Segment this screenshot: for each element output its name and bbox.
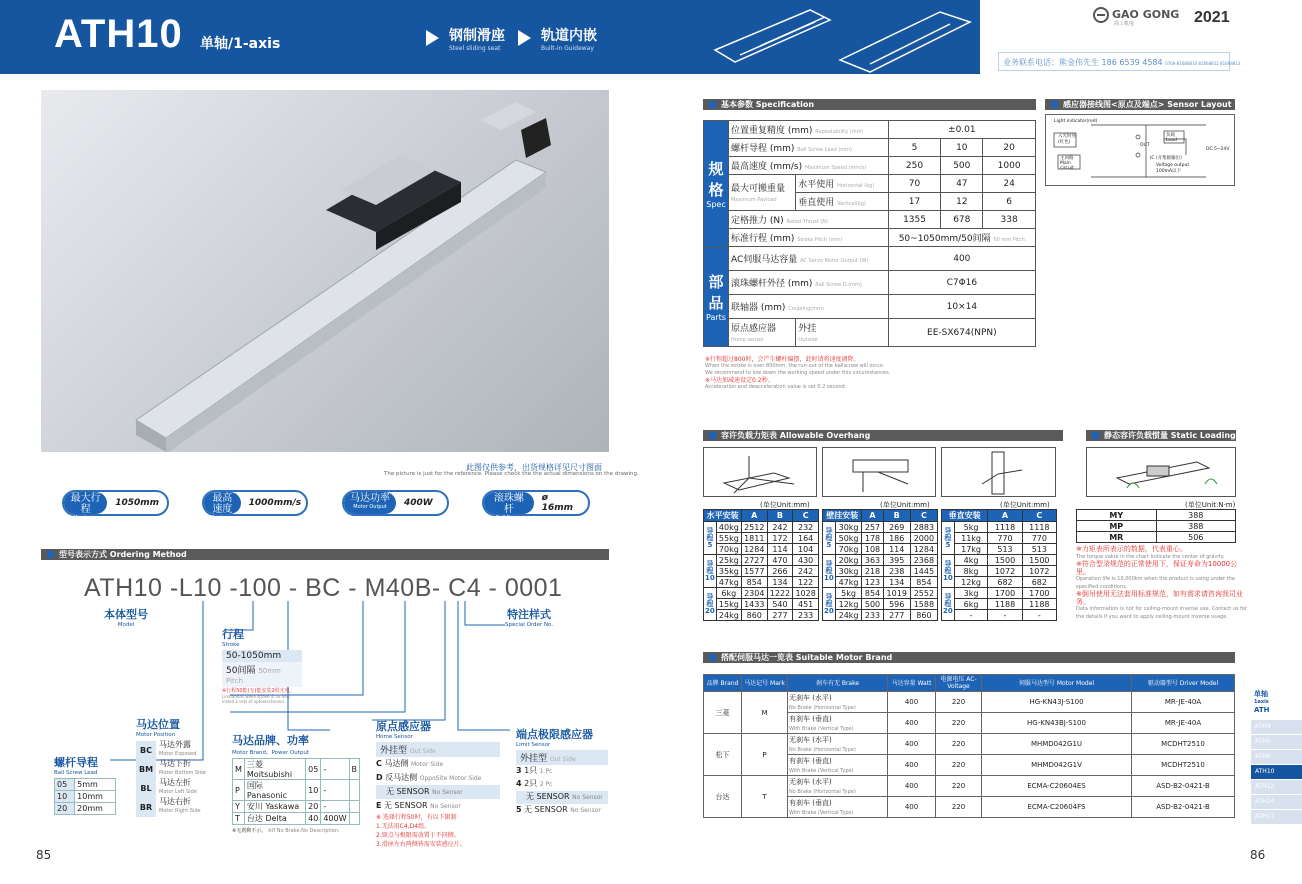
moment-diagram — [1086, 447, 1236, 497]
moment-notes: ※力矩表所表示的数据，代表重心。 The torque value in the chart indicate the center of gravity. ※符合型录规范的正常使用下，保证寿命为10000公里。 Operation life is 10,000km when the product is using under the specified conditions. ※倒吊使用无法套用标准规范，如有需求请咨询我司业务。 Data information is not for ceiling-mount inverse use. Contact us for the details if you want to apply ceiling-mount inverse usage. — [1076, 545, 1247, 620]
page-number-right: 86 — [1250, 848, 1266, 862]
table-row: 50kg 178 186 2000 — [823, 533, 938, 544]
table-row: 导程10 20kg 363 395 2368 — [823, 555, 938, 566]
label-model: 本体型号 Model — [104, 608, 148, 628]
sidebar-tab-ath5[interactable]: ATH5 — [1251, 735, 1302, 749]
catalog-year: 2021 — [1194, 9, 1230, 26]
table-row: 8kg 1072 1072 — [942, 566, 1057, 577]
table-row: 6kg 1188 1188 — [942, 599, 1057, 610]
sidebar-tab-ath17[interactable]: ATH17 — [1251, 810, 1302, 824]
sidebar-tab-ath14[interactable]: ATH14 — [1251, 795, 1302, 809]
table-row: 11kg 770 770 — [942, 533, 1057, 544]
brand-logo-icon — [1093, 7, 1109, 23]
photo-note: 此图仅供参考，出货规格详见尺寸图面 — [466, 463, 602, 472]
table-row: 12kg 682 682 — [942, 577, 1057, 588]
brand-name: GAO GONG — [1112, 8, 1180, 21]
spec-group: 规格 Spec — [704, 121, 729, 247]
table-row: 导程10 4kg 1500 1500 — [942, 555, 1057, 566]
pill-motor-output: 马达功率 Motor Output 400W — [342, 490, 449, 516]
static-moment-table: MY 388 MP 388 MR 506 — [1076, 509, 1236, 543]
sensor-layout-diagram: Light indicator(red) 入光时亮(红色) 负载 Load OUT DC 5~24V 主回路 Main circuit IC (开集极输出) Voltage output 100mA以下 — [1045, 114, 1235, 186]
stroke-block: 行程 Stroke 50-1050mm 50间隔 50mm Pitch ※行程50能(无)能安装2组光电。 Limitations while stroke is 50 only install 2 sets of optoelectronics. — [222, 626, 302, 704]
limit-sensor-block: 端点极限感应器 Limit Sensor 外挂型 Out Side 3 1只 1 Pc 4 2只 2 Pc 无 SENSOR No Sensor 5 无 SENSOR No Sensor — [516, 726, 608, 817]
table-row: 17kg 513 513 — [942, 544, 1057, 555]
table-row: - - - — [942, 610, 1057, 621]
product-photo — [41, 90, 609, 452]
ordering-title-bar: 型号表示方式 Ordering Method — [41, 549, 609, 560]
home-sensor-block: 原点感应器 Home Sensor 外挂型 Out Side C 马达侧 Motor Side D 反马达侧 OppoSite Motor Side 无 SENSOR No Sensor E 无 SENSOR No Sensor ※ 选择行程50时，有以下限制 1.无法用C4,D4组。 2.原点与极限需放置于不同侧。 3.滑座左右两侧皆需安装感应片。 — [376, 718, 500, 849]
sensor-title-bar: 感应器接线图<原点及端点> Sensor Layout — [1045, 99, 1235, 110]
sidebar-tab-ath12[interactable]: ATH12 — [1251, 780, 1302, 794]
horizontal-mount-diagram — [703, 447, 817, 497]
table-row: 导程20 6kg 2304 1222 1028 — [704, 588, 819, 599]
overhang-table-wall: 壁挂安装 A B C 导程5 30kg 257 269 2883 50kg 178 186 2000 70kg 108 114 1284 导程10 20kg 363 395 2368 30kg 218 238 1445 47kg 123 134 854 导程20 5kg 854 1019 2552 12kg 500 596 1588 24kg 233 277 860 — [822, 509, 938, 621]
ordering-code: ATH10 -L10 -100 - BC - M40B- C4 - 0001 — [84, 574, 563, 602]
table-row: 15kg 1433 540 451 — [704, 599, 819, 610]
spec-notes: ※行程超过800时，会产生螺杆偏摆，此时请将速度调降。 When the stroke is over 800mm, the run-out of the ballscrew will occur. We recommend to low down the working speed under this circumstances. ※马达加减速设定0.2秒。 Acceleration and deacceleration value is set 0.2 second. — [705, 356, 891, 390]
motor-brand-block: 马达品牌、功率 Motor Brand、Power Output M 三菱 Moitsubishi 05 - B P 国际 Panasonic 10 - Y 安川 Yaskawa 20 - T 台达 Delta 40 400W ※无刹剩不示。 ※If No Brake,No Description. — [232, 732, 360, 834]
table-row: 35kg 1577 266 242 — [704, 566, 819, 577]
table-row: 导程10 25kg 2727 470 430 — [704, 555, 819, 566]
table-row: 47kg 854 134 122 — [704, 577, 819, 588]
motor-position-block: 马达位置 Motor Position BC 马达外露 Motor Exposed BM 马达下折 Motor Bottom Side BL 马达左折 Motor Left Side BR 马达右折 Motor Right Side — [136, 716, 216, 817]
table-row: 30kg 218 238 1445 — [823, 566, 938, 577]
overhang-table-vertical: 垂直安装 A C 导程5 5kg 1118 1118 11kg 770 770 17kg 513 513 导程10 4kg 1500 1500 8kg 1072 1072 12kg 682 682 导程20 3kg 1700 1700 6kg 1188 1188 - - - — [941, 509, 1057, 621]
tag-steel-seat: 钢制滑座 — [449, 28, 505, 44]
contact-box: 业务联系电话：熊金伟先生 186 6539 4584 0769-81688810 81668812 81668813 — [998, 52, 1230, 71]
table-row: 47kg 123 134 854 — [823, 577, 938, 588]
overhang-title-bar: 容许负载力矩表 Allowable Overhang — [703, 430, 1063, 441]
tag-guideway: 轨道内嵌 — [541, 28, 597, 44]
actuator-illustration — [41, 90, 609, 452]
sidebar-tab-ath10[interactable]: ATH10 — [1251, 765, 1302, 779]
arrow-icon — [518, 30, 531, 46]
pill-ball-screw: 滚珠螺杆 Ball Screw ø 16mm — [482, 490, 590, 516]
table-row: 导程5 30kg 257 269 2883 — [823, 522, 938, 533]
overhang-table-horizontal: 水平安装 A B C 导程5 40kg 2512 242 232 55kg 1811 172 164 70kg 1284 114 104 导程10 25kg 2727 470 430 35kg 1577 266 242 47kg 854 134 122 导程20 6kg 2304 1222 1028 15kg 1433 540 451 24kg 860 277 233 — [703, 509, 819, 621]
table-row: 导程20 5kg 854 1019 2552 — [823, 588, 938, 599]
arrow-icon — [426, 30, 439, 46]
table-row: 导程5 5kg 1118 1118 — [942, 522, 1057, 533]
page-number-left: 85 — [36, 848, 52, 862]
spec-table: 规格 Spec 位置重复精度 (mm) Repeatability (mm) ±0.01 螺杆导程 (mm) Ball Screw Lead (mm) 5 10 20 最高速度 (mm/s) Maximum Speed (mm/s) 250 500 1000 最大可搬重量 Maximum Payload 水平使用 Horizontal (kg) 70 47 24 垂直使用 Vertical(kg) 17 12 6 定格推力 (N) Rated Thrust (N) 1355 678 338 标准行程 (mm) Stroke Pitch (mm) 50~1050mm/50间隔 50 mm Pitch 部品 Parts AC伺服马达容量 AC Servo Motor Output (W) 400 滚珠螺杆外径 (mm) Ball Screw D.(mm) C7Φ16 联轴器 (mm) Coupling(mm) 10×14 原点感应器 Home sensor 外挂 Outside EE-SX674(NPN) — [703, 120, 1036, 347]
table-row: 70kg 1284 114 104 — [704, 544, 819, 555]
label-special: 特注样式 Special Order No. — [505, 608, 554, 628]
motor-brand-title-bar: 搭配伺服马达一览表 Suitable Motor Brand — [703, 652, 1235, 663]
wall-mount-diagram — [822, 447, 936, 497]
table-row: 24kg 233 277 860 — [823, 610, 938, 621]
table-row: 70kg 108 114 1284 — [823, 544, 938, 555]
table-row: 导程5 40kg 2512 242 232 — [704, 522, 819, 533]
vertical-mount-diagram — [941, 447, 1056, 497]
pill-max-stroke: 最大行程 Maximum Stroke 1050mm — [62, 490, 169, 516]
pill-max-speed: 最高速度 Maximum Speed 1000mm/s — [202, 490, 308, 516]
table-row: 24kg 860 277 233 — [704, 610, 819, 621]
table-row: 12kg 500 596 1588 — [823, 599, 938, 610]
sidebar-tab-ath6[interactable]: ATH6 — [1251, 750, 1302, 764]
sidebar-label: 单轴 1axis ATH — [1254, 690, 1270, 714]
table-row: 55kg 1811 172 164 — [704, 533, 819, 544]
lead-block: 螺杆导程 Ball Screw Lead 05 5mm 10 10mm 20 20mm — [54, 754, 116, 815]
sidebar-tab-ath4[interactable]: ATH4 — [1251, 720, 1302, 734]
motor-brand-table: 品牌 Brand 马达记号 Mark 刹车有无 Brake 马达容量 Watt 电源电压 AC-Voltage 伺服马达型号 Motor Model 驱动器型号 Driver Model 三菱 M 无刹车 (水平) No Brake (Horizontal Type) 400 220 HG-KN43J-S100 MR-JE-40A 有刹车 (垂直) With Brake (Vertical Type) 400 220 HG-KN43BJ-S100 MR-JE-40A 松下 P 无刹车 (水平) No Brake (Horizontal Type) 400 220 MHMD042G1U MCDHT2510 有刹车 (垂直) With Brake (Vertical Type) 400 220 MHMD042G1V MCDHT2510 台达 T 无刹车 (水平) No Brake (Horizontal Type) 400 220 ECMA-C20604ES ASD-B2-0421-B 有刹车 (垂直) With Brake (Vertical Type) 400 220 ECMA-C20604FS ASD-B2-0421-B — [703, 674, 1235, 818]
table-row: 导程20 3kg 1700 1700 — [942, 588, 1057, 599]
static-moment-title-bar: 静态容许负载惯量 Static Loading Moment — [1086, 430, 1236, 441]
actuator-line-drawing — [700, 0, 975, 74]
model-subtitle: 单轴/1-axis — [200, 36, 281, 52]
spec-title-bar: 基本参数 Specification — [703, 99, 1036, 110]
model-title: ATH10 — [54, 12, 183, 56]
